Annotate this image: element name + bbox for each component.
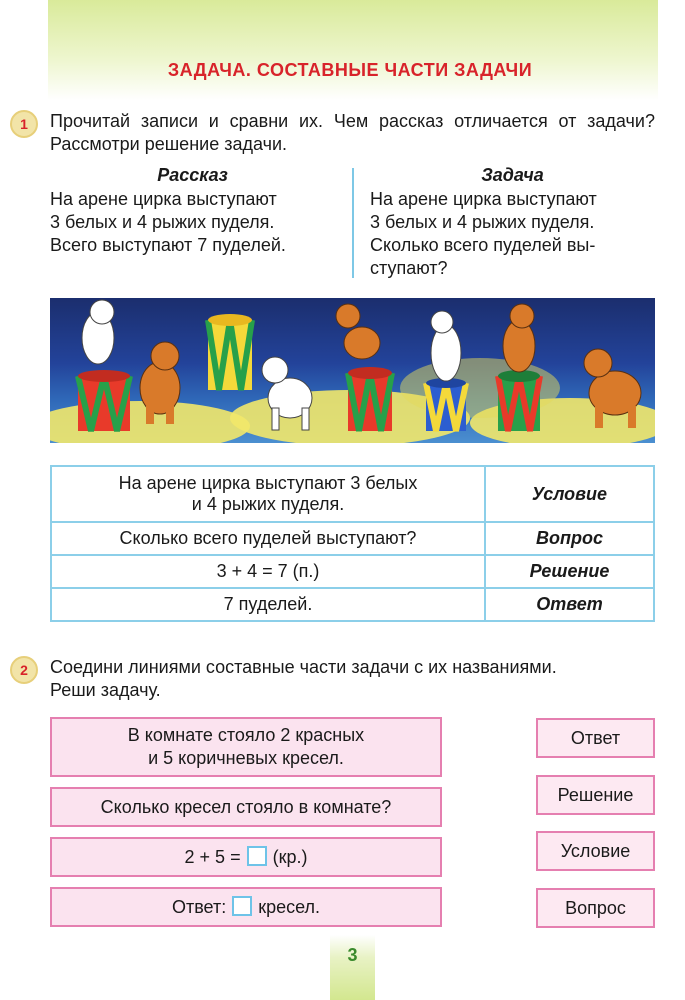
cell-line: и 4 рыжих пуделя. [191, 494, 345, 514]
answer-text [172, 896, 320, 919]
table-row [51, 555, 654, 588]
condition-line: В комнате стояло 2 красных [127, 725, 365, 745]
table-cell-text [51, 466, 485, 522]
label-condition[interactable]: Условие [536, 831, 655, 871]
label-solution[interactable]: Решение [536, 775, 655, 815]
table-cell-text: Сколько всего пуделей выступают? [51, 522, 485, 555]
page-number: 3 [347, 945, 358, 965]
question-text: Сколько кресел стояло в комнате? [100, 796, 392, 817]
condition-line: и 5 коричневых кресел. [148, 748, 344, 768]
answer-box[interactable] [50, 887, 442, 927]
problem-line: На арене цирка выступают [370, 189, 597, 209]
story-line: На арене цирка выступают [50, 189, 277, 209]
story-line: Всего выступают 7 пуделей. [50, 235, 286, 255]
task-number-badge: 2 [10, 656, 38, 684]
task2-instruction [50, 656, 655, 702]
table-cell-text: 3 + 4 = 7 (п.) [51, 555, 485, 588]
problem-parts-table [50, 465, 655, 622]
answer-unit: кресел. [258, 896, 321, 917]
header-band [48, 0, 658, 100]
white-poodle-on-drum [78, 300, 130, 431]
label-question[interactable]: Вопрос [536, 888, 655, 928]
table-cell-label: Вопрос [485, 522, 654, 555]
table-cell-label: Ответ [485, 588, 654, 621]
table-cell-label: Решение [485, 555, 654, 588]
column-divider [352, 168, 354, 278]
instruction-line: Соедини линиями составные части задачи с их названиями. [50, 657, 557, 677]
task1-instruction: Прочитай записи и сравни их. Чем рассказ отличается от задачи? Рассмотри решение задачи. [50, 111, 655, 154]
question-box[interactable] [50, 787, 442, 827]
circus-poodles-illustration [50, 298, 655, 443]
problem-line: 3 белых и 4 рыжих пуделя. [370, 212, 595, 232]
answer-input-square[interactable] [247, 846, 267, 866]
table-row [51, 466, 654, 522]
solution-box[interactable] [50, 837, 442, 877]
problem-line: ступают? [370, 258, 448, 278]
solution-expression: 2 + 5 = [184, 846, 241, 867]
condition-box[interactable] [50, 717, 442, 777]
solution-text [185, 846, 308, 869]
story-heading: Рассказ [157, 165, 228, 185]
table-row [51, 588, 654, 621]
problem-line: Сколько всего пуделей вы- [370, 235, 596, 255]
answer-input-square[interactable] [232, 896, 252, 916]
brown-poodle [140, 342, 180, 424]
drum [208, 314, 252, 390]
solution-unit: (кр.) [272, 846, 308, 867]
problem-heading: Задача [481, 165, 544, 185]
table-cell-label: Условие [485, 466, 654, 522]
page-title: ЗАДАЧА. СОСТАВНЫЕ ЧАСТИ ЗАДАЧИ [167, 60, 533, 80]
instruction-line: Реши задачу. [50, 680, 161, 700]
cell-line: На арене цирка выступают 3 белых [118, 473, 418, 493]
task-number-badge: 1 [10, 110, 38, 138]
story-line: 3 белых и 4 рыжих пуделя. [50, 212, 275, 232]
answer-prefix: Ответ: [171, 896, 227, 917]
story-text [50, 188, 335, 257]
circus-scene [50, 298, 655, 443]
label-answer[interactable]: Ответ [536, 718, 655, 758]
table-row [51, 522, 654, 555]
problem-text [370, 188, 655, 280]
table-cell-text: 7 пуделей. [51, 588, 485, 621]
